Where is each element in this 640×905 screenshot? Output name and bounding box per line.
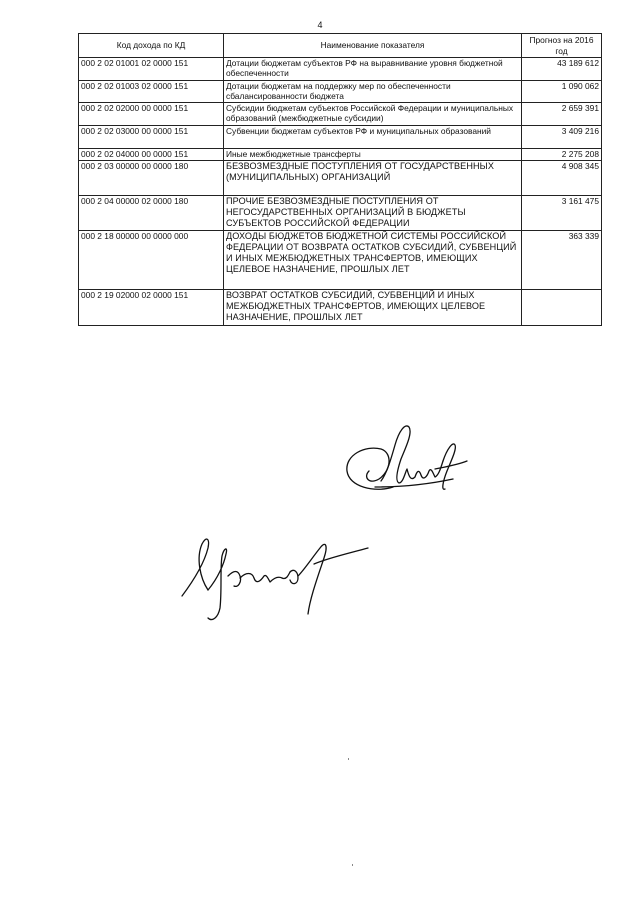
header-code: Код дохода по КД (79, 34, 224, 58)
row-value: 1 090 062 (522, 81, 602, 103)
row-name: ВОЗВРАТ ОСТАТКОВ СУБСИДИЙ, СУБВЕНЦИЙ И ИНЫХ МЕЖБЮДЖЕТНЫХ ТРАНСФЕРТОВ, ИМЕЮЩИХ ЦЕЛЕВОЕ НАЗНАЧЕНИЕ, ПРОШЛЫХ ЛЕТ (224, 290, 522, 326)
row-code: 000 2 04 00000 02 0000 180 (79, 196, 224, 231)
row-value: 2 659 391 (522, 103, 602, 126)
table-row (79, 161, 602, 196)
row-value: 3 409 216 (522, 126, 602, 149)
revenue-forecast-table (78, 33, 602, 326)
row-name: Субвенции бюджетам субъектов РФ и муниципальных образований (224, 126, 522, 149)
row-name: Дотации бюджетам на поддержку мер по обеспеченности сбалансированности бюджета (224, 81, 522, 103)
row-value: 4 908 345 (522, 161, 602, 196)
row-name: Иные межбюджетные трансферты (224, 149, 522, 161)
row-value: 43 189 612 (522, 58, 602, 81)
table-row (79, 58, 602, 81)
row-code: 000 2 03 00000 00 0000 180 (79, 161, 224, 196)
row-code: 000 2 02 03000 00 0000 151 (79, 126, 224, 149)
header-name: Наименование показателя (224, 34, 522, 58)
row-code: 000 2 19 02000 02 0000 151 (79, 290, 224, 326)
row-name: БЕЗВОЗМЕЗДНЫЕ ПОСТУПЛЕНИЯ ОТ ГОСУДАРСТВЕННЫХ (МУНИЦИПАЛЬНЫХ) ОРГАНИЗАЦИЙ (224, 161, 522, 196)
scan-speck (348, 758, 349, 760)
row-name: ПРОЧИЕ БЕЗВОЗМЕЗДНЫЕ ПОСТУПЛЕНИЯ ОТ НЕГОСУДАРСТВЕННЫХ ОРГАНИЗАЦИЙ В БЮДЖЕТЫ СУБЪЕКТОВ РОССИЙСКОЙ ФЕДЕРАЦИИ (224, 196, 522, 231)
signature-upper (335, 415, 475, 515)
row-name: ДОХОДЫ БЮДЖЕТОВ БЮДЖЕТНОЙ СИСТЕМЫ РОССИЙСКОЙ ФЕДЕРАЦИИ ОТ ВОЗВРАТА ОСТАТКОВ СУБСИДИЙ, СУБВЕНЦИЙ И ИНЫХ МЕЖБЮДЖЕТНЫХ ТРАНСФЕРТОВ, ИМЕЮЩИХ ЦЕЛЕВОЕ НАЗНАЧЕНИЕ, ПРОШЛЫХ ЛЕТ (224, 231, 522, 290)
table-row (79, 126, 602, 149)
table-header-row (79, 34, 602, 58)
table-row (79, 231, 602, 290)
row-value: 363 339 (522, 231, 602, 290)
row-value (522, 290, 602, 326)
page-number: 4 (317, 20, 323, 30)
row-name: Дотации бюджетам субъектов РФ на выравнивание уровня бюджетной обеспеченности (224, 58, 522, 81)
table-row (79, 290, 602, 326)
row-value: 2 275 208 (522, 149, 602, 161)
row-code: 000 2 02 01003 02 0000 151 (79, 81, 224, 103)
row-code: 000 2 02 02000 00 0000 151 (79, 103, 224, 126)
row-name: Субсидии бюджетам субъектов Российской Федерации и муниципальных образований (межбюджетные субсидии) (224, 103, 522, 126)
header-forecast: Прогноз на 2016 год (522, 34, 602, 58)
row-value: 3 161 475 (522, 196, 602, 231)
signature-lower (178, 518, 378, 628)
table-row (79, 196, 602, 231)
table-row (79, 103, 602, 126)
table-row (79, 149, 602, 161)
row-code: 000 2 18 00000 00 0000 000 (79, 231, 224, 290)
row-code: 000 2 02 01001 02 0000 151 (79, 58, 224, 81)
scan-speck (352, 864, 353, 866)
table-row (79, 81, 602, 103)
row-code: 000 2 02 04000 00 0000 151 (79, 149, 224, 161)
